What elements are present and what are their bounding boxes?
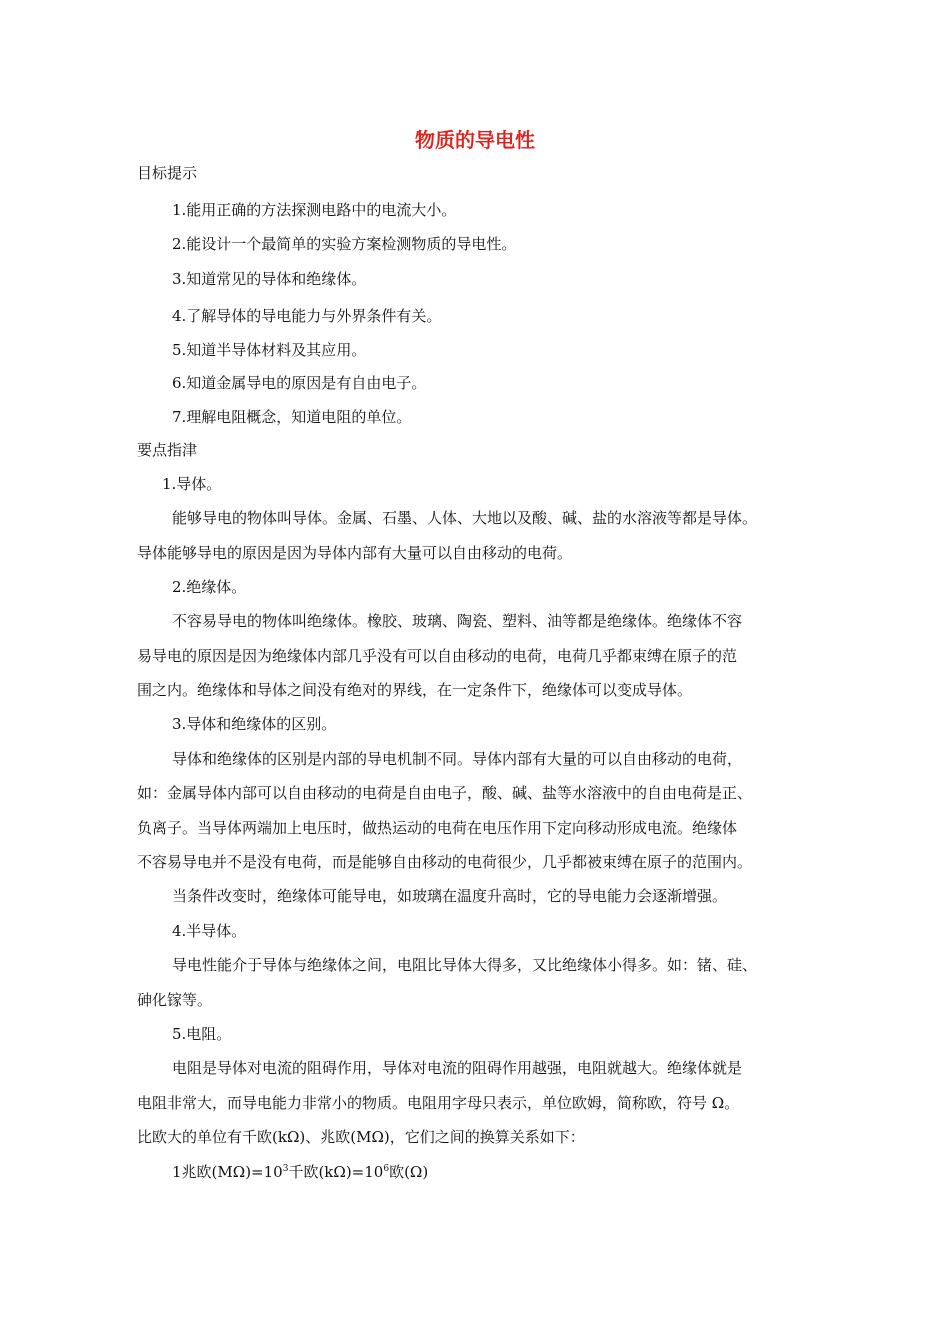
paragraph-line: 当条件改变时，绝缘体可能导电，如玻璃在温度升高时，它的导电能力会逐渐增强。 [172,887,728,905]
formula-part: 1兆欧(MΩ)=10 [172,1163,283,1181]
point-heading: 5.电阻。 [172,1025,232,1043]
paragraph-line: 不容易导电的物体叫绝缘体。橡胶、玻璃、陶瓷、塑料、油等都是绝缘体。绝缘体不容 [172,612,743,630]
paragraph-line: 导电性能介于导体与绝缘体之间，电阻比导体大得多，又比绝缘体小得多。如：锗、硅、 [172,956,758,974]
formula-exponent: 3 [282,1164,289,1174]
goal-item: 5.知道半导体材料及其应用。 [172,341,367,359]
conversion-formula [172,1162,837,1182]
formula-exponent: 6 [383,1164,390,1174]
goal-item: 4.了解导体的导电能力与外界条件有关。 [172,307,442,325]
point-heading: 1.导体。 [162,475,222,493]
page-title: 物质的导电性 [415,128,535,152]
point-heading: 3.导体和绝缘体的区别。 [172,715,337,733]
section-heading-goals: 目标提示 [137,164,198,182]
paragraph-line: 导体能够导电的原因是因为导体内部有大量可以自由移动的电荷。 [137,544,573,562]
paragraph-line: 比欧大的单位有千欧(kΩ)、兆欧(MΩ)，它们之间的换算关系如下： [137,1128,585,1146]
goal-item: 1.能用正确的方法探测电路中的电流大小。 [172,201,457,219]
paragraph-line: 围之内。绝缘体和导体之间没有绝对的界线，在一定条件下，绝缘体可以变成导体。 [137,681,693,699]
goal-item: 7.理解电阻概念，知道电阻的单位。 [172,408,412,426]
point-heading: 4.半导体。 [172,922,247,940]
paragraph-line: 不容易导电并不是没有电荷，而是能够自由移动的电荷很少，几乎都被束缚在原子的范围内。 [137,853,753,871]
paragraph-line: 电阻非常大，而导电能力非常小的物质。电阻用字母只表示，单位欧姆，简称欧，符号 Ω。 [137,1094,740,1112]
section-heading-points: 要点指津 [137,441,198,459]
goal-item: 6.知道金属导电的原因是有自由电子。 [172,374,427,392]
goal-item: 2.能设计一个最简单的实验方案检测物质的导电性。 [172,235,517,253]
formula-part: 千欧(kΩ)=10 [288,1163,384,1181]
paragraph-line: 砷化镓等。 [137,991,213,1009]
point-heading: 2.绝缘体。 [172,578,247,596]
paragraph-line: 能够导电的物体叫导体。金属、石墨、人体、大地以及酸、碱、盐的水溶液等都是导体。 [172,509,758,527]
paragraph-line: 导体和绝缘体的区别是内部的导电机制不同。导体内部有大量的可以自由移动的电荷， [172,750,743,768]
paragraph-line: 如：金属导体内部可以自由移动的电荷是自由电子，酸、碱、盐等水溶液中的自由电荷是正、 [137,784,753,802]
paragraph-line: 易导电的原因是因为绝缘体内部几乎没有可以自由移动的电荷，电荷几乎都束缚在原子的范 [137,647,738,665]
paragraph-line: 负离子。当导体两端加上电压时，做热运动的电荷在电压作用下定向移动形成电流。绝缘体 [137,819,738,837]
paragraph-line: 电阻是导体对电流的阻碍作用，导体对电流的阻碍作用越强，电阻就越大。绝缘体就是 [172,1059,743,1077]
goal-item: 3.知道常见的导体和绝缘体。 [172,270,367,288]
formula-part: 欧(Ω) [389,1163,429,1181]
